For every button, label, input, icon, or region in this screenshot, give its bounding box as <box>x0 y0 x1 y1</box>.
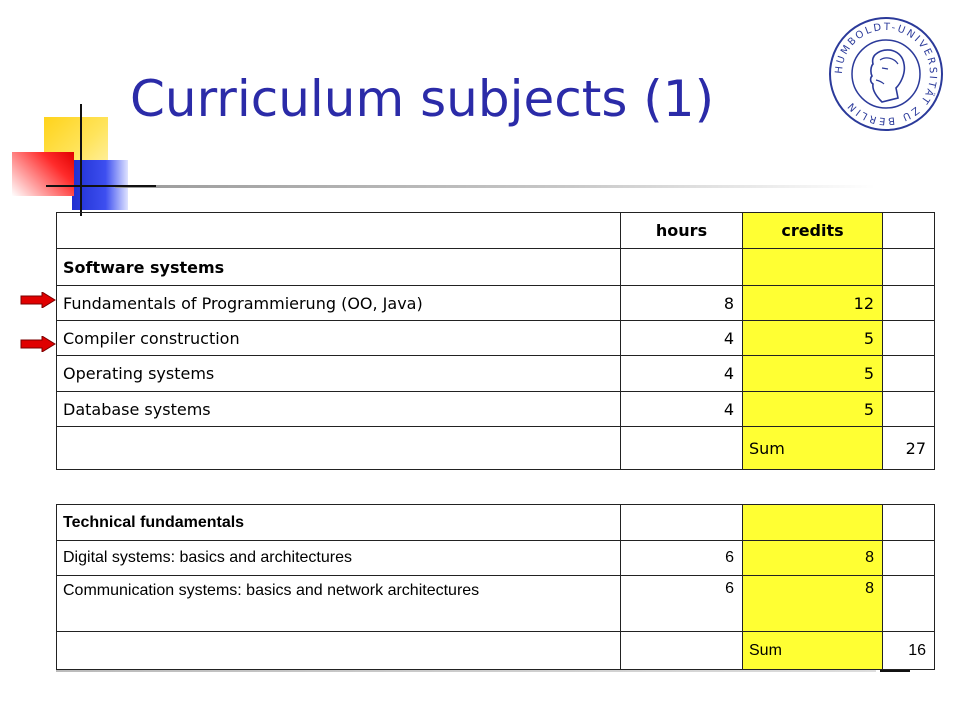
table-row <box>57 541 935 576</box>
section-title: Technical fundamentals <box>57 505 621 541</box>
sum-row <box>57 427 935 470</box>
slide-title: Curriculum subjects (1) <box>130 70 715 128</box>
section-row <box>57 249 935 286</box>
hours-cell: 4 <box>621 356 743 392</box>
credits-cell: 5 <box>743 356 883 392</box>
arrow-right-icon <box>20 292 56 308</box>
hours-cell: 8 <box>621 286 743 321</box>
hours-cell: 6 <box>621 541 743 576</box>
header-credits: credits <box>743 213 883 249</box>
subject-cell: Operating systems <box>57 356 621 392</box>
footer-divider <box>56 670 876 672</box>
header-cell <box>57 213 621 249</box>
hours-cell: 4 <box>621 321 743 356</box>
sum-value: 16 <box>883 632 935 670</box>
title-underline <box>115 185 875 188</box>
sum-value: 27 <box>883 427 935 470</box>
sum-label: Sum <box>743 632 883 670</box>
hours-cell: 6 <box>621 576 743 632</box>
subject-cell: Compiler construction <box>57 321 621 356</box>
subject-cell: Digital systems: basics and architectures <box>57 541 621 576</box>
arrow-right-icon <box>20 336 56 352</box>
sum-label: Sum <box>743 427 883 470</box>
header-hours: hours <box>621 213 743 249</box>
table-row <box>57 321 935 356</box>
subject-cell: Fundamentals of Programmierung (OO, Java) <box>57 286 621 321</box>
table-row <box>57 286 935 321</box>
subject-cell: Communication systems: basics and network architectures <box>57 576 621 632</box>
credits-cell: 8 <box>743 576 883 632</box>
subject-cell: Database systems <box>57 392 621 427</box>
sum-row <box>57 632 935 670</box>
credits-cell: 5 <box>743 321 883 356</box>
software-systems-table <box>56 212 935 470</box>
section-title: Software systems <box>57 249 621 286</box>
credits-cell: 8 <box>743 541 883 576</box>
table-row <box>57 356 935 392</box>
decor-red-block <box>12 152 74 196</box>
decor-vertical-line <box>80 104 82 216</box>
credits-cell: 12 <box>743 286 883 321</box>
footer-divider-dark <box>880 670 910 672</box>
university-seal-icon <box>826 14 946 134</box>
credits-cell: 5 <box>743 392 883 427</box>
header-cell <box>883 213 935 249</box>
technical-fundamentals-table <box>56 504 935 670</box>
table-header-row <box>57 213 935 249</box>
decor-horizontal-line <box>46 185 156 187</box>
seal-text: HUMBOLDT-UNIVERSITÄT ZU BERLIN <box>833 21 939 127</box>
svg-text:HUMBOLDT-UNIVERSITÄT ZU BERLIN <box>834 22 938 126</box>
hours-cell: 4 <box>621 392 743 427</box>
table-row <box>57 576 935 632</box>
section-row <box>57 505 935 541</box>
table-row <box>57 392 935 427</box>
